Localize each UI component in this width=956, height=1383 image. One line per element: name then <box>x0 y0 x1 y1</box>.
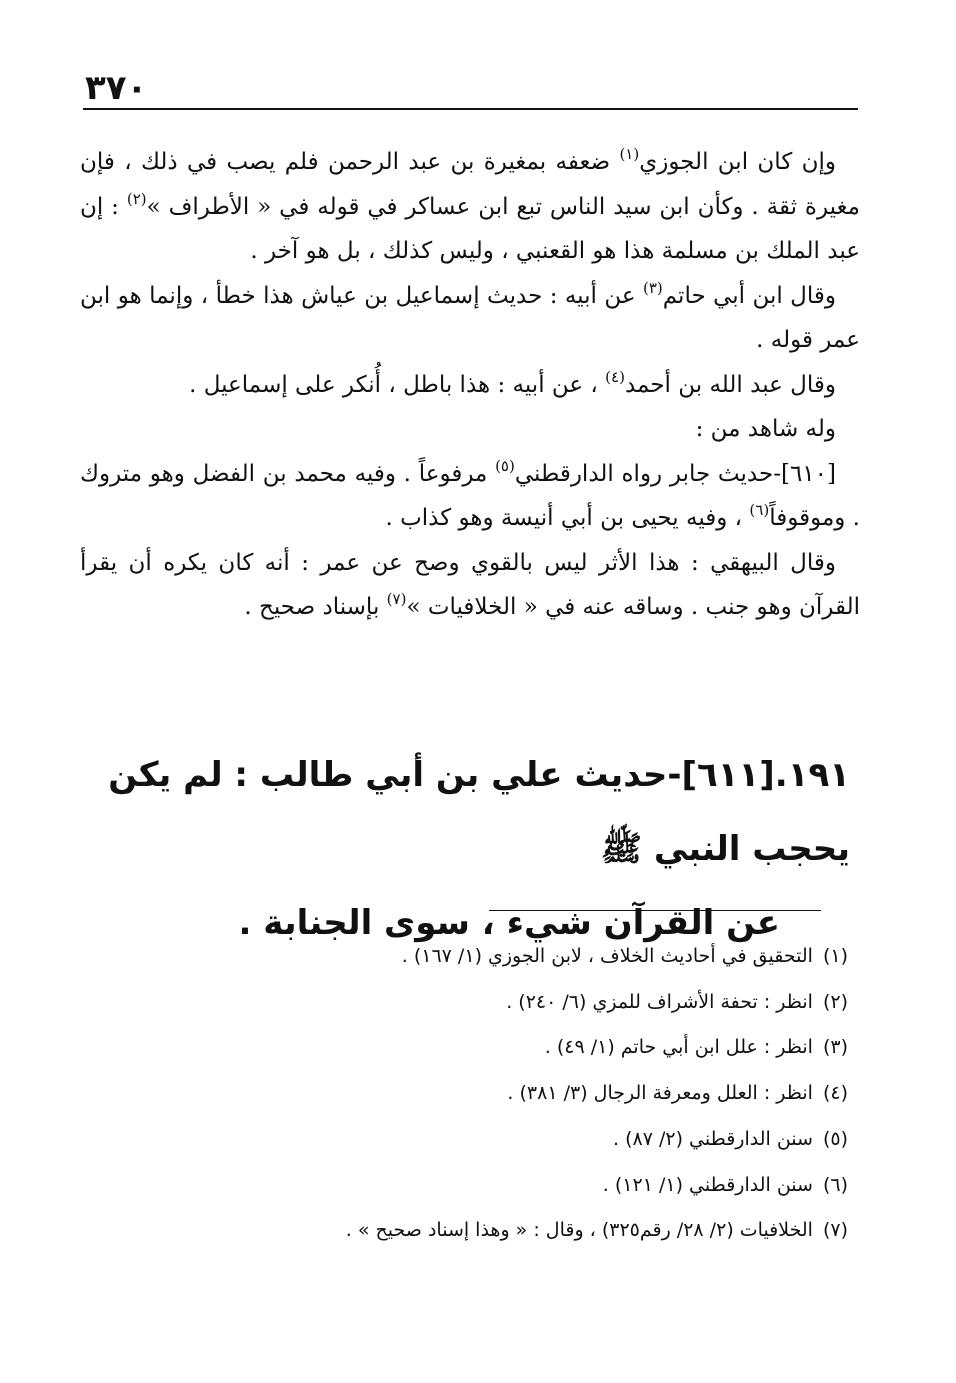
main-text <box>80 140 860 630</box>
footnote-number: (٧) <box>822 1219 848 1242</box>
footnote-item <box>120 1025 848 1071</box>
paragraph-text: [٦١٠]-حديث جابر رواه الدارقطني <box>514 460 836 487</box>
paragraph-text: مرفوعاً . وفيه محمد بن الفضل وهو متروك . وموقوفاً <box>80 460 860 531</box>
paragraph-p2 <box>80 274 860 363</box>
paragraph-p5 <box>80 452 860 541</box>
footnote-marker[interactable]: (٤) <box>605 367 625 386</box>
hadith-heading <box>80 738 850 960</box>
paragraph-text: ، عن أبيه : هذا باطل ، أُنكر على إسماعيل . <box>189 371 606 398</box>
footnote-item <box>120 1163 848 1209</box>
paragraph-text: وقال عبد الله بن أحمد <box>624 371 836 398</box>
footnote-marker[interactable]: (٧) <box>386 590 407 608</box>
footnote-marker[interactable]: (٣) <box>642 278 663 297</box>
footnote-number: (١) <box>822 945 848 967</box>
paragraph-p3 <box>80 363 860 408</box>
footnote-marker[interactable]: (٦) <box>749 501 770 519</box>
footnote-text: سنن الدارقطني (١/ ١٢١) . <box>602 1173 813 1196</box>
footnote-item <box>120 934 848 980</box>
footnote-item <box>120 980 848 1026</box>
footnote-item <box>120 1117 848 1163</box>
footnote-text: انظر : علل ابن أبي حاتم (١/ ٤٩) . <box>544 1036 813 1059</box>
hadith-heading-line1: ١٩١.[٦١١]-حديث علي بن أبي طالب : لم يكن يحجب النبي ﷺ <box>108 755 850 869</box>
footnote-text: انظر : العلل ومعرفة الرجال (٣/ ٣٨١) . <box>507 1082 813 1105</box>
footnote-text: انظر : تحفة الأشراف للمزي (٦/ ٢٤٠) . <box>506 990 813 1013</box>
paragraph-p1 <box>80 140 860 274</box>
footnote-text: الخلافيات (٢/ ٢٨/ رقم٣٢٥) ، وقال : « وهذا إسناد صحيح » . <box>345 1219 813 1242</box>
paragraph-text: : إن عبد الملك بن مسلمة هذا هو القعنبي ، وليس كذلك ، بل هو آخر . <box>80 193 860 264</box>
paragraph-text: وقال ابن أبي حاتم <box>662 282 836 309</box>
footnote-number: (٢) <box>822 990 848 1013</box>
footnote-number: (٣) <box>822 1036 848 1059</box>
footnote-number: (٥) <box>822 1127 848 1150</box>
footnote-text: سنن الدارقطني (٢/ ٨٧) . <box>613 1127 813 1150</box>
page-number: ٣٧٠ <box>85 68 148 108</box>
footnote-text: التحقيق في أحاديث الخلاف ، لابن الجوزي (١/ ١٦٧) . <box>401 945 813 967</box>
paragraph-text: وقال البيهقي : هذا الأثر ليس بالقوي وصح عن عمر : أنه كان يكره أن يقرأ القرآن وهو جنب . وساقه عنه في « الخلافيات » <box>80 549 860 620</box>
footnote-item <box>120 1071 848 1117</box>
footnote-number: (٤) <box>822 1082 848 1105</box>
footnote-marker[interactable]: (٢) <box>126 189 147 208</box>
paragraph-p4 <box>80 407 860 452</box>
paragraph-p6 <box>80 541 860 630</box>
footnote-marker[interactable]: (١) <box>619 145 640 163</box>
footnotes-list <box>120 934 848 1254</box>
paragraph-text: بإسناد صحيح . <box>244 594 387 620</box>
hadith-heading-line2: عن القرآن شيء ، سوى الجنابة . <box>238 903 780 943</box>
header-rule <box>83 108 858 110</box>
paragraph-text: ضعفه بمغيرة بن عبد الرحمن فلم يصب في ذلك ، فإن مغيرة ثقة . وكأن ابن سيد الناس تبع ابن عساكر في قوله في « الأطراف » <box>80 149 860 220</box>
paragraph-text: وله شاهد من : <box>695 416 836 442</box>
footnote-item <box>120 1208 848 1254</box>
paragraph-text: وإن كان ابن الجوزي <box>639 149 836 175</box>
paragraph-text: ، وفيه يحيى بن أبي أنيسة وهو كذاب . <box>385 505 750 531</box>
footnote-number: (٦) <box>822 1173 848 1196</box>
footnote-marker[interactable]: (٥) <box>495 456 515 475</box>
footnote-separator <box>489 910 821 911</box>
paragraph-text: عن أبيه : حديث إسماعيل بن عياش هذا خطأ ، وإنما هو ابن عمر قوله . <box>80 282 860 353</box>
